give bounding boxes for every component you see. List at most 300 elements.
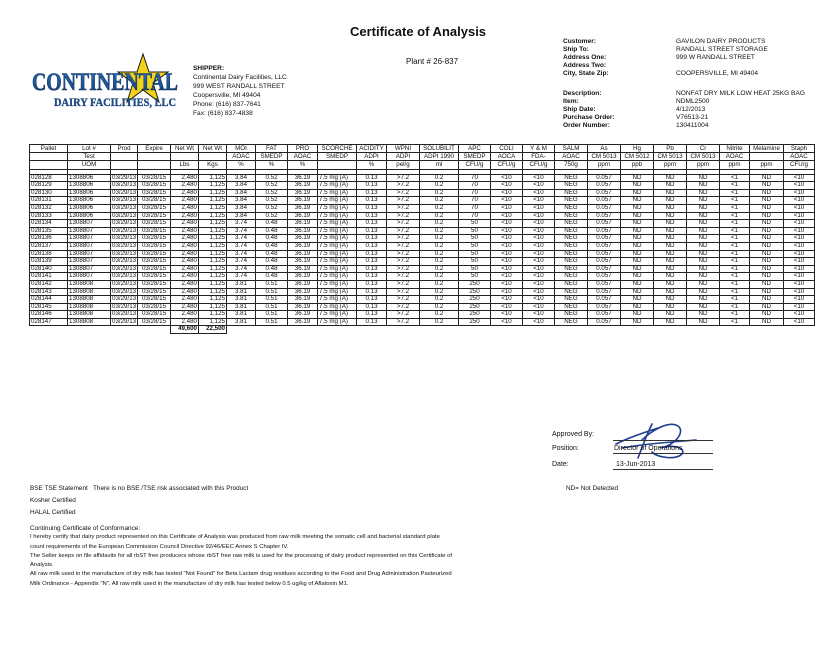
order-number-value: 130411004 — [676, 122, 709, 129]
table-cell: 0.13 — [357, 182, 387, 190]
table-cell: 0.51 — [256, 288, 288, 296]
table-cell: 3.84 — [227, 204, 256, 212]
table-cell: <10 — [523, 212, 555, 220]
table-cell: ND — [621, 318, 654, 326]
table-row — [30, 303, 815, 311]
table-cell — [111, 153, 138, 161]
table-cell: ND — [687, 197, 720, 205]
table-cell: 50 — [459, 235, 491, 243]
table-cell: 3.84 — [227, 197, 256, 205]
table-cell: Net Wt — [171, 145, 199, 153]
table-cell: 1,125 — [199, 182, 227, 190]
table-cell: 0.2 — [420, 174, 459, 182]
table-cell: 0.057 — [588, 318, 621, 326]
table-cell: <10 — [784, 280, 815, 288]
table-cell: 7.5 mg (A) — [318, 250, 357, 258]
table-cell: <10 — [784, 189, 815, 197]
table-cell: <10 — [523, 258, 555, 266]
table-cell: ND — [654, 311, 687, 319]
table-cell: <10 — [523, 189, 555, 197]
table-cell: <10 — [784, 288, 815, 296]
table-cell: 50 — [459, 265, 491, 273]
table-cell: 7.5 mg (A) — [318, 227, 357, 235]
table-cell: 0.52 — [256, 204, 288, 212]
table-cell: NEG — [555, 288, 588, 296]
table-cell: ND — [654, 212, 687, 220]
table-cell: 03/28/15 — [138, 273, 171, 281]
table-cell: 0.057 — [588, 189, 621, 197]
table-cell: 7.5 mg (A) — [318, 303, 357, 311]
table-cell: 0.48 — [256, 250, 288, 258]
table-cell: 7.5 mg (A) — [318, 212, 357, 220]
table-cell: ppb — [621, 161, 654, 169]
table-cell: ND — [621, 189, 654, 197]
table-cell — [387, 326, 420, 334]
table-cell: 3.81 — [227, 288, 256, 296]
conformance-section — [30, 524, 550, 589]
table-cell: 70 — [459, 182, 491, 190]
table-cell: ND — [687, 258, 720, 266]
table-cell: ppm — [654, 161, 687, 169]
table-cell: Kgs — [199, 161, 227, 169]
table-cell: NEG — [555, 318, 588, 326]
table-cell: 028130 — [30, 189, 68, 197]
table-cell: 36.19 — [288, 303, 318, 311]
table-cell: 03/28/15 — [138, 280, 171, 288]
table-row — [30, 189, 815, 197]
table-cell: 7.5 mg (A) — [318, 296, 357, 304]
table-cell: <1 — [720, 197, 750, 205]
table-cell: AOAC — [227, 153, 256, 161]
table-cell: ppm — [588, 161, 621, 169]
ship-to-label: Ship To: — [563, 46, 589, 53]
table-cell: 0.2 — [420, 273, 459, 281]
table-cell — [318, 326, 357, 334]
table-cell: ND — [687, 242, 720, 250]
conformance-line: The Seller keeps on file affidavits for all rbST free producers whose rbST free raw milk is used for the processing of dairy product represented on this Certificate of — [30, 552, 453, 559]
table-cell: 0.13 — [357, 204, 387, 212]
table-cell: ND — [621, 227, 654, 235]
table-cell: 0.48 — [256, 235, 288, 243]
table-cell: 1308808 — [68, 280, 111, 288]
table-cell: 36.19 — [288, 182, 318, 190]
table-header-row — [30, 145, 815, 153]
table-cell: <10 — [491, 242, 523, 250]
table-cell: 36.19 — [288, 220, 318, 228]
table-cell: 0.51 — [256, 311, 288, 319]
nd-note: ND= Not Detected — [566, 485, 619, 492]
table-cell: 0.48 — [256, 258, 288, 266]
table-cell: ND — [654, 303, 687, 311]
table-cell: 0.13 — [357, 258, 387, 266]
table-cell: 03/29/13 — [112, 310, 137, 318]
halal-certification: HALAL Certified — [30, 509, 76, 516]
bse-text: There is no BSE /TSE risk associated with this Product — [93, 485, 249, 492]
table-cell: APC — [459, 145, 491, 153]
table-cell: 1308806 — [68, 189, 111, 197]
table-cell: 250 — [459, 318, 491, 326]
item-label: Item: — [563, 98, 579, 105]
table-cell: 1,125 — [199, 204, 227, 212]
table-cell: <1 — [720, 273, 750, 281]
table-cell: 0.13 — [357, 280, 387, 288]
table-cell: CM 5013 — [654, 153, 687, 161]
table-cell: CFU/g — [491, 161, 523, 169]
table-header-row — [30, 161, 815, 169]
table-cell: 1,125 — [199, 273, 227, 281]
table-cell — [654, 326, 687, 334]
table-cell: ND — [621, 197, 654, 205]
table-cell: NEG — [555, 258, 588, 266]
table-cell: 1,125 — [199, 258, 227, 266]
table-cell: ND — [654, 318, 687, 326]
address-one-value: 999 W RANDALL STREET — [676, 54, 755, 61]
purchase-order-label: Purchase Order: — [563, 114, 615, 121]
table-cell: <10 — [523, 220, 555, 228]
table-cell: 1308807 — [68, 227, 111, 235]
table-cell: <10 — [784, 318, 815, 326]
conformance-line: All raw milk used in the manufacture of dry milk has tested "Not Found" for Beta Lactam drug residues according to the Food and Drug Administration Pasteurized — [30, 571, 452, 578]
table-cell: SCORCHE — [318, 145, 357, 153]
table-cell: 03/28/15 — [138, 182, 171, 190]
table-cell — [111, 326, 138, 334]
table-cell: 0.13 — [357, 288, 387, 296]
table-cell: ND — [750, 227, 784, 235]
table-cell: 03/29/13 — [112, 272, 137, 280]
table-cell: NEG — [555, 250, 588, 258]
total-kgs: 22,500 — [199, 326, 227, 334]
table-cell: ND — [750, 220, 784, 228]
table-cell — [68, 326, 111, 334]
table-cell: 0.2 — [420, 212, 459, 220]
table-cell: SOLUBILIT — [420, 145, 459, 153]
table-cell: 0.057 — [588, 182, 621, 190]
table-cell: 2,480 — [171, 258, 199, 266]
table-cell: ppm — [687, 161, 720, 169]
table-cell: 028131 — [30, 197, 68, 205]
table-cell: 03/29/13 — [112, 295, 137, 303]
table-cell: <1 — [720, 182, 750, 190]
table-cell: 2,480 — [171, 296, 199, 304]
table-cell: 03/28/15 — [138, 258, 171, 266]
city-state-zip-value: COOPERSVILLE, MI 49404 — [676, 70, 759, 77]
table-cell: 36.19 — [288, 174, 318, 182]
table-cell: FDA- — [523, 153, 555, 161]
table-cell: 1308808 — [68, 296, 111, 304]
table-cell: 03/29/13 — [112, 227, 137, 234]
table-cell: ACIDITY — [357, 145, 387, 153]
table-cell: 03/28/15 — [138, 227, 171, 235]
table-cell: 028133 — [30, 212, 68, 220]
table-cell: ND — [621, 250, 654, 258]
table-cell: 70 — [459, 189, 491, 197]
shipper-heading: SHIPPER: — [193, 65, 225, 72]
table-cell: 250 — [459, 280, 491, 288]
table-cell: <1 — [720, 220, 750, 228]
table-cell: <10 — [784, 204, 815, 212]
table-cell: ND — [621, 311, 654, 319]
table-cell: 3.81 — [227, 296, 256, 304]
table-cell: <10 — [784, 250, 815, 258]
table-cell: ND — [621, 280, 654, 288]
table-cell: 7.5 mg (A) — [318, 258, 357, 266]
plant-number: Plant # 26-837 — [406, 57, 459, 66]
table-cell: 03/29/13 — [112, 174, 137, 181]
position-line — [613, 453, 713, 454]
table-cell: 3.74 — [227, 258, 256, 266]
table-cell: ND — [654, 273, 687, 281]
table-cell: 0.2 — [420, 189, 459, 197]
table-cell: <10 — [491, 311, 523, 319]
table-row — [30, 235, 815, 243]
table-row — [30, 311, 815, 319]
table-cell: 1,125 — [199, 288, 227, 296]
table-cell — [420, 326, 459, 334]
table-cell: ml — [420, 161, 459, 169]
table-cell: 7.5 mg (A) — [318, 242, 357, 250]
table-cell: 0.48 — [256, 265, 288, 273]
table-cell: 0.13 — [357, 174, 387, 182]
shipper-name: Continental Dairy Facilities, LLC — [193, 74, 287, 81]
table-cell: 7.5 mg (A) — [318, 318, 357, 326]
ship-date-value: 4/12/2013 — [676, 106, 706, 113]
table-cell: 2,480 — [171, 303, 199, 311]
table-cell: 70 — [459, 204, 491, 212]
table-cell: Lot # — [68, 145, 111, 153]
table-cell: 1308808 — [68, 311, 111, 319]
table-cell: 3.74 — [227, 273, 256, 281]
table-cell — [720, 326, 750, 334]
table-cell: <10 — [491, 174, 523, 182]
table-cell: 3.74 — [227, 250, 256, 258]
table-cell: 028138 — [30, 250, 68, 258]
table-cell: 0.51 — [256, 280, 288, 288]
table-cell: As — [588, 145, 621, 153]
table-cell: ND — [687, 212, 720, 220]
table-cell: >7.2 — [387, 311, 420, 319]
table-cell: 0.057 — [588, 288, 621, 296]
table-cell: 3.74 — [227, 242, 256, 250]
table-cell — [30, 161, 68, 169]
table-cell: ND — [654, 174, 687, 182]
table-cell: <1 — [720, 258, 750, 266]
table-cell: >7.2 — [387, 182, 420, 190]
table-cell: 3.84 — [227, 182, 256, 190]
table-cell: 1308808 — [68, 318, 111, 326]
table-cell: 1,125 — [199, 197, 227, 205]
table-cell: ADPI — [387, 153, 420, 161]
order-number-label: Order Number: — [563, 122, 610, 129]
table-cell: <10 — [523, 318, 555, 326]
table-cell: ND — [654, 265, 687, 273]
table-cell: 0.2 — [420, 242, 459, 250]
table-cell: ND — [750, 273, 784, 281]
table-cell: % — [357, 161, 387, 169]
table-cell: 36.19 — [288, 318, 318, 326]
table-cell: 1,125 — [199, 265, 227, 273]
table-cell: ND — [750, 189, 784, 197]
table-cell: >7.2 — [387, 212, 420, 220]
table-cell: ND — [750, 311, 784, 319]
table-cell: ND — [621, 174, 654, 182]
table-cell: ND — [621, 265, 654, 273]
table-cell: 2,480 — [171, 242, 199, 250]
table-cell: <10 — [784, 273, 815, 281]
table-cell: 3.81 — [227, 280, 256, 288]
table-cell: 250 — [459, 288, 491, 296]
table-cell: 0.057 — [588, 220, 621, 228]
table-cell: >7.2 — [387, 174, 420, 182]
table-cell: 1,125 — [199, 212, 227, 220]
table-cell: <10 — [491, 288, 523, 296]
table-cell: 36.19 — [288, 311, 318, 319]
table-cell: >7.2 — [387, 189, 420, 197]
table-cell — [111, 161, 138, 169]
table-cell — [30, 153, 68, 161]
table-cell: 03/29/13 — [112, 181, 137, 189]
table-cell — [555, 326, 588, 334]
conformance-line: count requirements of the European Commission Council Directive 92/46/EEC Annex S Chapter IV. — [30, 543, 289, 550]
table-cell: 1308806 — [68, 212, 111, 220]
table-cell: 1308807 — [68, 250, 111, 258]
table-cell: 36.19 — [288, 235, 318, 243]
table-cell: Nitrite — [720, 145, 750, 153]
table-cell: % — [288, 161, 318, 169]
table-cell: 36.19 — [288, 189, 318, 197]
table-cell: 7.5 mg (A) — [318, 174, 357, 182]
table-cell: % — [256, 161, 288, 169]
position-value: Director of Operations — [614, 445, 683, 452]
table-cell: 0.057 — [588, 273, 621, 281]
table-cell: 1308806 — [68, 197, 111, 205]
table-cell: 03/28/15 — [138, 212, 171, 220]
purchase-order-value: V76513-21 — [676, 114, 709, 121]
table-row — [30, 288, 815, 296]
table-cell: 1,125 — [199, 296, 227, 304]
table-cell: 03/29/13 — [112, 250, 137, 257]
table-row — [30, 258, 815, 266]
table-cell: 3.74 — [227, 220, 256, 228]
city-state-zip-label: City, State Zip: — [563, 70, 609, 77]
table-row — [30, 280, 815, 288]
table-cell: NEG — [555, 265, 588, 273]
table-cell: 7.5 mg (A) — [318, 288, 357, 296]
table-cell: 0.13 — [357, 318, 387, 326]
table-cell: 028136 — [30, 235, 68, 243]
table-cell: SALM — [555, 145, 588, 153]
table-cell: ND — [654, 242, 687, 250]
table-cell: 2,480 — [171, 227, 199, 235]
table-cell: ND — [654, 280, 687, 288]
table-cell: Pallet — [30, 145, 68, 153]
table-cell: 1308808 — [68, 288, 111, 296]
table-row — [30, 204, 815, 212]
table-cell: Test — [68, 153, 111, 161]
table-cell: 3.84 — [227, 174, 256, 182]
table-cell — [491, 326, 523, 334]
conformance-line: Analysis. — [30, 562, 54, 569]
table-cell: 1308807 — [68, 235, 111, 243]
table-cell: 0.057 — [588, 204, 621, 212]
continental-logo — [30, 52, 180, 118]
table-cell: <10 — [491, 235, 523, 243]
table-cell: 250 — [459, 296, 491, 304]
table-cell — [750, 326, 784, 334]
table-cell: <10 — [784, 227, 815, 235]
table-cell: UOM — [68, 161, 111, 169]
table-cell: 0.057 — [588, 280, 621, 288]
table-cell: 750g — [555, 161, 588, 169]
order-block — [563, 90, 823, 134]
table-cell: 0.52 — [256, 189, 288, 197]
table-cell: <1 — [720, 204, 750, 212]
table-cell: <10 — [784, 265, 815, 273]
table-cell: 50 — [459, 273, 491, 281]
table-cell: Hg — [621, 145, 654, 153]
table-cell: 2,480 — [171, 250, 199, 258]
table-cell: <10 — [523, 296, 555, 304]
table-cell: 1308807 — [68, 265, 111, 273]
table-cell: <1 — [720, 227, 750, 235]
table-cell: <10 — [491, 273, 523, 281]
shipper-street: 999 WEST RANDALL STREET — [193, 83, 285, 90]
table-cell: <10 — [523, 242, 555, 250]
table-cell: >7.2 — [387, 227, 420, 235]
table-row — [30, 227, 815, 235]
table-cell: 1,125 — [199, 220, 227, 228]
table-cell: 0.2 — [420, 258, 459, 266]
table-cell: ND — [687, 311, 720, 319]
table-cell: 7.5 mg (A) — [318, 220, 357, 228]
table-cell: ND — [750, 182, 784, 190]
table-cell — [621, 326, 654, 334]
table-cell: NEG — [555, 182, 588, 190]
table-cell: ND — [621, 273, 654, 281]
table-row — [30, 197, 815, 205]
table-cell: 0.51 — [256, 296, 288, 304]
table-cell: 03/29/13 — [112, 219, 137, 227]
approved-by-line — [613, 440, 713, 441]
table-cell: 0.13 — [357, 296, 387, 304]
table-cell: 3.81 — [227, 318, 256, 326]
conformance-heading: Continuing Certificate of Conformance: — [30, 525, 141, 532]
table-cell: AOAC — [784, 153, 815, 161]
table-cell: 03/29/13 — [112, 257, 137, 265]
table-cell: ND — [750, 197, 784, 205]
table-cell — [318, 161, 357, 169]
table-cell: 0.13 — [357, 273, 387, 281]
table-cell — [750, 153, 784, 161]
table-cell: ND — [654, 258, 687, 266]
table-cell: <10 — [523, 182, 555, 190]
table-cell: NEG — [555, 296, 588, 304]
table-cell: 028143 — [30, 288, 68, 296]
table-cell: ND — [687, 250, 720, 258]
table-cell: 1,125 — [199, 189, 227, 197]
table-cell: ND — [654, 220, 687, 228]
table-cell: 0.48 — [256, 220, 288, 228]
table-cell: <10 — [491, 212, 523, 220]
table-cell: 0.52 — [256, 174, 288, 182]
table-cell: 03/29/13 — [112, 288, 137, 295]
table-cell: 028146 — [30, 311, 68, 319]
table-row — [30, 296, 815, 304]
table-cell: SMEDP — [256, 153, 288, 161]
table-cell: 0.2 — [420, 311, 459, 319]
table-cell — [784, 326, 815, 334]
table-row — [30, 318, 815, 326]
table-cell: ND — [687, 296, 720, 304]
